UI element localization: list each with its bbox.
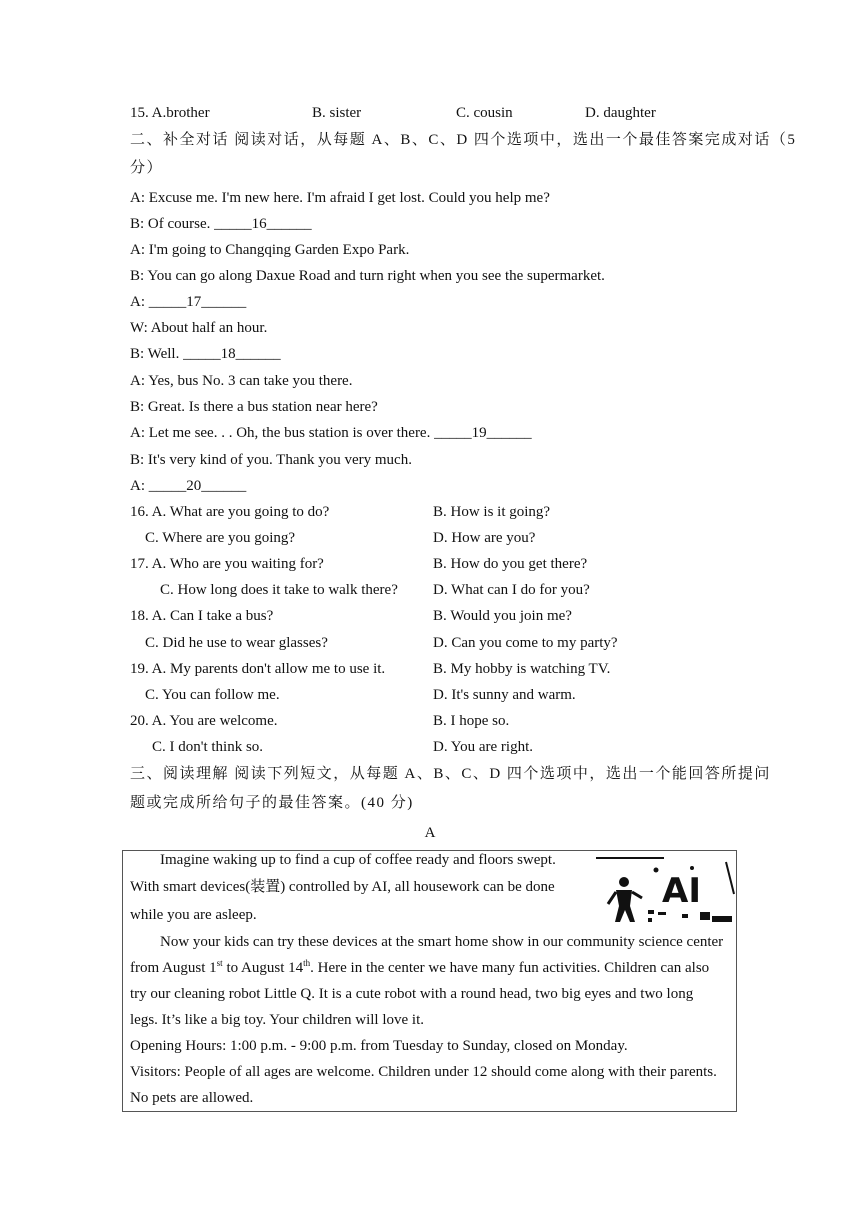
passage-text — [130, 958, 709, 978]
option-right: B. How is it going? — [433, 504, 551, 520]
option-right: D. How are you? — [433, 530, 536, 546]
passage-label: A — [424, 825, 436, 841]
option-left: 19. A. My parents don't allow me to use it. — [130, 661, 386, 677]
option-left: C. How long does it take to walk there? — [160, 582, 398, 598]
visitors-info: Visitors: People of all ages are welcome. Children under 12 should come along with their parents. — [130, 1064, 717, 1080]
option-right: D. It's sunny and warm. — [433, 687, 576, 703]
option-left: 20. A. You are welcome. — [130, 713, 278, 729]
option-left: 18. A. Can I take a bus? — [130, 608, 274, 624]
ordinal-suffix: th — [303, 958, 311, 968]
visitors-info-cont: No pets are allowed. — [130, 1090, 254, 1106]
option-left: 16. A. What are you going to do? — [130, 504, 330, 520]
option-right: B. I hope so. — [433, 713, 510, 729]
option-left: C. I don't think so. — [152, 739, 264, 755]
option-left: 17. A. Who are you waiting for? — [130, 556, 324, 572]
passage-text: Imagine waking up to find a cup of coffee ready and floors swept. — [160, 852, 556, 868]
option-left: C. Did he use to wear glasses? — [145, 635, 328, 651]
dialogue-line: B: Of course. _____16______ — [130, 216, 312, 232]
opening-hours: Opening Hours: 1:00 p.m. - 9:00 p.m. from Tuesday to Sunday, closed on Monday. — [130, 1038, 628, 1054]
dialogue-line: A: I'm going to Changqing Garden Expo Park. — [130, 242, 410, 258]
dialogue-line: A: Yes, bus No. 3 can take you there. — [130, 373, 353, 389]
option-left: C. Where are you going? — [145, 530, 296, 546]
option-right: D. What can I do for you? — [433, 582, 590, 598]
option-right: B. How do you get there? — [433, 556, 588, 572]
section2-heading: 二、补全对话 阅读对话，从每题 A、B、C、D 四个选项中，选出一个最佳答案完成对话（5 — [130, 132, 797, 148]
passage-text: With smart devices(装置) controlled by AI, all housework can be done — [130, 879, 555, 895]
q15-option-c: C. cousin — [456, 105, 513, 121]
dialogue-line: B: You can go along Daxue Road and turn right when you see the supermarket. — [130, 268, 605, 284]
section2-heading-cont: 分） — [130, 160, 164, 176]
q15-option-d: D. daughter — [585, 105, 656, 121]
ai-logo-text: AI — [662, 871, 701, 911]
section3-heading-cont: 题或完成所给句子的最佳答案。(40 分) — [130, 795, 414, 811]
dialogue-line: B: Great. Is there a bus station near here? — [130, 399, 378, 415]
passage-text-segment: from August 1 — [130, 960, 217, 976]
section3-heading: 三、阅读理解 阅读下列短文，从每题 A、B、C、D 四个选项中，选出一个能回答所提问 — [130, 766, 771, 782]
option-right: B. My hobby is watching TV. — [433, 661, 611, 677]
passage-text: try our cleaning robot Little Q. It is a cute robot with a round head, two big eyes and two long — [130, 986, 694, 1002]
passage-text: while you are asleep. — [130, 907, 257, 923]
dialogue-line: W: About half an hour. — [130, 320, 268, 336]
option-right: D. You are right. — [433, 739, 533, 755]
passage-text: Now your kids can try these devices at the smart home show in our community science center — [160, 934, 724, 950]
option-right: B. Would you join me? — [433, 608, 572, 624]
q15-option-a: 15. A.brother — [130, 105, 210, 121]
passage-text: legs. It’s like a big toy. Your children will love it. — [130, 1012, 425, 1028]
dialogue-line: B: It's very kind of you. Thank you very much. — [130, 452, 412, 468]
dialogue-line: A: Let me see. . . Oh, the bus station is over there. _____19______ — [130, 425, 532, 441]
ordinal-suffix: st — [216, 958, 223, 968]
ai-robot-image — [596, 854, 736, 926]
option-left: C. You can follow me. — [145, 687, 280, 703]
dialogue-line: A: _____17______ — [130, 294, 247, 310]
q15-option-b: B. sister — [312, 105, 362, 121]
dialogue-line: A: _____20______ — [130, 478, 247, 494]
passage-text-segment: to August 14 — [222, 960, 304, 976]
dialogue-line: A: Excuse me. I'm new here. I'm afraid I get lost. Could you help me? — [130, 190, 550, 206]
dialogue-line: B: Well. _____18______ — [130, 346, 281, 362]
passage-text-segment: . Here in the center we have many fun activities. Children can also — [310, 960, 710, 976]
option-right: D. Can you come to my party? — [433, 635, 618, 651]
